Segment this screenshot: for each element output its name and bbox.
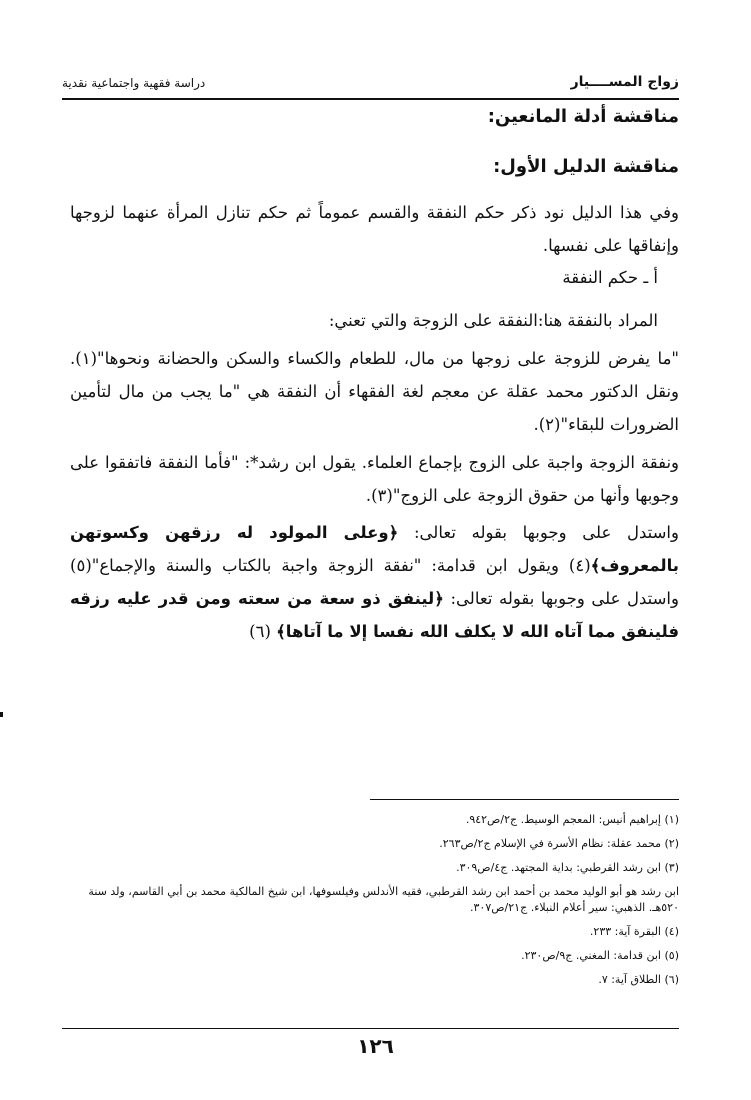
consensus-paragraph: ونفقة الزوجة واجبة على الزوج بإجماع العلماء. يقول ابن رشد*: "فأما النفقة فاتفقوا على وجوبها وأنها من حقوق الزوجة على الزوج"(٣). [70,453,679,505]
evidence-paragraph [70,516,679,648]
quran-verse-1: ﴿وعلى المولود له رزقهن وكسوتهن بالمعروف﴾ [70,523,679,575]
evidence-1-lead: واستدل على وجوبها بقوله تعالى: [398,523,679,542]
evidence-2-lead: واستدل على وجوبها بقوله تعالى: [443,589,679,608]
running-header [62,70,679,98]
definition-paragraph: "ما يفرض للزوجة على زوجها من مال، للطعام والكساء والسكن والحضانة ونحوها"(١). ونقل الدكتور محمد عقلة عن معجم لغة الفقهاء أن النفقة هي "ما يجب من مال لتأمين الضرورات للبقاء"(٢). [70,349,679,434]
header-divider [62,98,679,100]
book-title: زواج المســــيار [570,74,679,90]
section-a-title: أ ـ حكم النفقة [562,268,658,287]
intro-paragraph: وفي هذا الدليل نود ذكر حكم النفقة والقسم عموماً ثم حكم تنازل المرأة عنهما لزوجها وإنفاقها على نفسها. [70,203,679,255]
footnote-3-biography: ابن رشد هو أبو الوليد محمد بن أحمد ابن رشد القرطبي، فقيه الأندلس وفيلسوفها، ابن شيخ المالكية محمد بن أبي القاسم، ولد سنة ٥٢٠هـ. الذهبي: سير أعلام النبلاء. ج٢١/ص٣٠٧. [88,885,679,914]
footnote-3: (٣) ابن رشد القرطبي: بداية المجتهد. ج٤/ص٣٠٩. [456,861,679,874]
footnote-5: (٥) ابن قدامة: المغني. ج٩/ص٢٣٠. [521,949,679,962]
footnote-2: (٢) محمد عقلة: نظام الأسرة في الإسلام ج٢/ص٢٦٣. [439,837,679,850]
quran-verse-2: ﴿لينفق ذو سعة من سعته ومن قدر عليه رزقه فلينفق مما آتاه الله لا يكلف الله نفسا إلا ما آتاها﴾ [70,589,679,641]
evidence-1-tail: (٤) ويقول ابن قدامة: "نفقة الزوجة واجبة بالكتاب والسنة والإجماع"(٥) [70,556,591,575]
scan-mark [0,712,3,717]
subsection-heading: مناقشة الدليل الأول: [493,156,679,177]
footnotes [70,808,679,992]
evidence-2-tail: (٦) [249,622,277,641]
footnote-divider [370,799,679,800]
section-heading: مناقشة أدلة المانعين: [487,106,679,127]
footnote-1: (١) إبراهيم أنيس: المعجم الوسيط. ج٢/ص٩٤٢. [465,813,679,826]
footnote-4: (٤) البقرة آية: ٢٣٣. [589,925,679,938]
definition-intro: المراد بالنفقة هنا:النفقة على الزوجة والتي تعني: [328,311,658,330]
footnote-6: (٦) الطلاق آية: ٧. [598,973,679,986]
footer-divider [62,1028,679,1029]
book-subtitle: دراسة فقهية واجتماعية نقدية [62,76,206,90]
page-number: ١٢٦ [357,1034,394,1058]
